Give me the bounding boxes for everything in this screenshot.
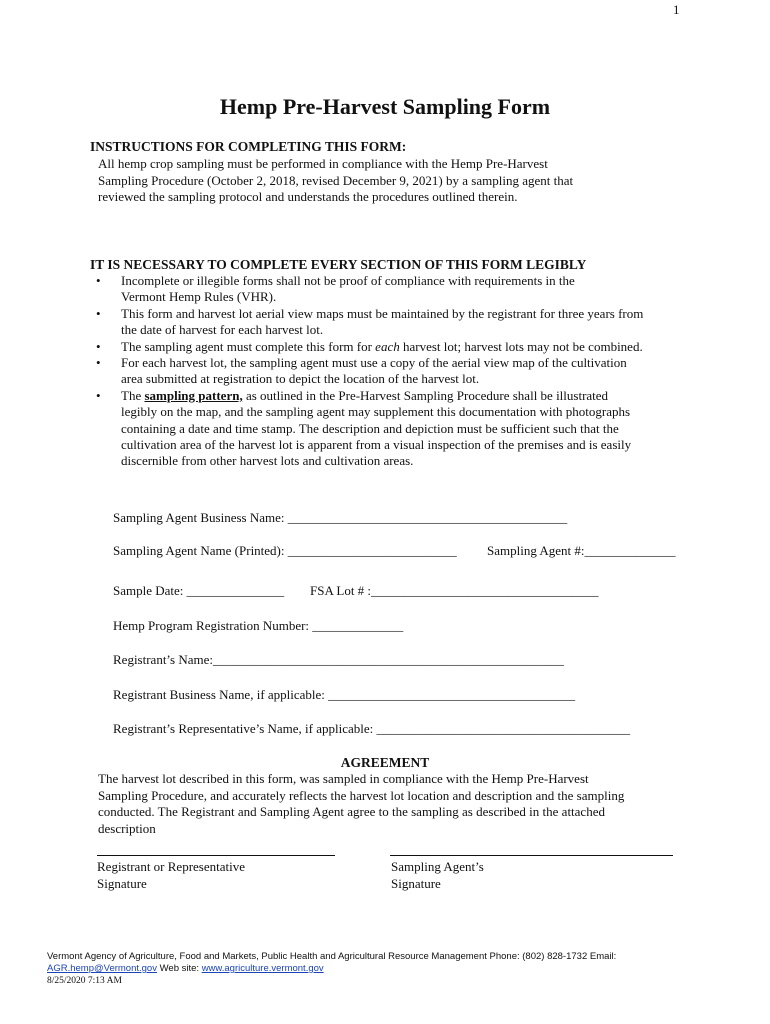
agreement-line: Sampling Procedure, and accurately reflects the harvest lot location and description and the sampling (98, 787, 625, 803)
requirements-heading: IT IS NECESSARY TO COMPLETE EVERY SECTION OF THIS FORM LEGIBLY (90, 257, 587, 272)
form-title: Hemp Pre-Harvest Sampling Form (219, 94, 551, 119)
signature-label-line: Signature (97, 875, 147, 891)
website-label: Web site: (156, 963, 202, 974)
agent-signature-line[interactable] (390, 855, 673, 856)
agent-number-field[interactable]: Sampling Agent #:______________ (487, 543, 676, 558)
timestamp: 8/25/2020 7:13 AM (47, 976, 122, 986)
list-item (94, 273, 694, 306)
registrant-representative-field[interactable]: Registrant’s Representative’s Name, if applicable: _______________________________________ (113, 721, 631, 736)
agreement-body (98, 771, 624, 837)
list-item (94, 355, 694, 388)
registrant-business-field[interactable]: Registrant Business Name, if applicable: ______________________________________ (113, 687, 576, 702)
registrant-signature-label (97, 859, 245, 892)
instructions-heading: INSTRUCTIONS FOR COMPLETING THIS FORM: (90, 139, 407, 154)
registrant-name-field[interactable]: Registrant’s Name:______________________________________________________ (113, 652, 565, 667)
agent-signature-label (391, 859, 484, 892)
signature-label-line: Sampling Agent’s (391, 859, 484, 874)
signature-label-line: Signature (391, 875, 441, 891)
business-name-field[interactable]: Sampling Agent Business Name: ___________________________________________ (113, 510, 568, 525)
agent-name-field[interactable]: Sampling Agent Name (Printed): __________________________ (113, 543, 457, 558)
list-item-text: legibly on the map, and the sampling agent may supplement this documentation with photographs (121, 404, 631, 420)
list-item-text: containing a date and time stamp. The description and depiction must be sufficient such that the (121, 420, 619, 436)
list-item-text: Vermont Hemp Rules (VHR). (121, 289, 277, 305)
requirements-list (94, 273, 694, 470)
website-link[interactable]: www.agriculture.vermont.gov (201, 963, 324, 974)
list-item-text: harvest lot; harvest lots may not be combined. (399, 338, 643, 354)
instructions-body (98, 156, 573, 206)
list-item-text: discernible from other harvest lots and cultivation areas. (121, 453, 414, 469)
email-link[interactable]: AGR.hemp@Vermont.gov (47, 963, 157, 974)
list-item (94, 339, 694, 355)
list-item-text: The (121, 387, 145, 403)
emphasis-sampling-pattern: sampling pattern, (144, 387, 243, 403)
list-item-text: cultivation area of the harvest lot is apparent from a visual inspection of the premises and is easily (121, 437, 632, 453)
registrant-signature-line[interactable] (97, 855, 335, 856)
fsa-lot-field[interactable]: FSA Lot # :___________________________________ (310, 583, 599, 598)
list-item (94, 306, 694, 339)
agreement-line: description (98, 820, 156, 836)
sample-date-field[interactable]: Sample Date: _______________ (113, 583, 285, 598)
agreement-heading: AGREEMENT (340, 755, 430, 770)
footer (47, 951, 616, 987)
list-item-text: • This form and harvest lot aerial view maps must be maintained by the registrant for three years from (121, 305, 644, 321)
list-item-text: • Incomplete or illegible forms shall not be proof of compliance with requirements in the (121, 273, 575, 288)
list-item-text: The sampling agent must complete this form for (121, 338, 376, 354)
list-item-text: • For each harvest lot, the sampling agent must use a copy of the aerial view map of the cultivation (121, 355, 627, 371)
hemp-registration-field[interactable]: Hemp Program Registration Number: ______________ (113, 618, 404, 633)
footer-contact-line (47, 963, 616, 975)
list-item-text: the date of harvest for each harvest lot. (121, 322, 324, 338)
signature-label-line: Registrant or Representative (97, 859, 246, 874)
instructions-line: Sampling Procedure (October 2, 2018, revised December 9, 2021) by a sampling agent that (98, 172, 574, 188)
agreement-line: The harvest lot described in this form, was sampled in compliance with the Hemp Pre-Harvest (98, 771, 589, 786)
list-item-text: area submitted at registration to depict the location of the harvest lot. (121, 371, 480, 387)
emphasis-each: each (375, 338, 400, 354)
list-item (94, 388, 694, 470)
list-item-text: as outlined in the Pre-Harvest Sampling Procedure shall be illustrated (242, 387, 609, 403)
instructions-line: All hemp crop sampling must be performed in compliance with the Hemp Pre-Harvest (98, 156, 548, 171)
agreement-line: conducted. The Registrant and Sampling Agent agree to the sampling as described in the attached (98, 804, 605, 819)
footer-agency-line: Vermont Agency of Agriculture, Food and Markets, Public Health and Agricultural Resource Management Phone: (802) 828-1732 Email: (47, 951, 617, 962)
page-number: 1 (673, 2, 680, 17)
instructions-line: reviewed the sampling protocol and understands the procedures outlined therein. (98, 189, 518, 204)
